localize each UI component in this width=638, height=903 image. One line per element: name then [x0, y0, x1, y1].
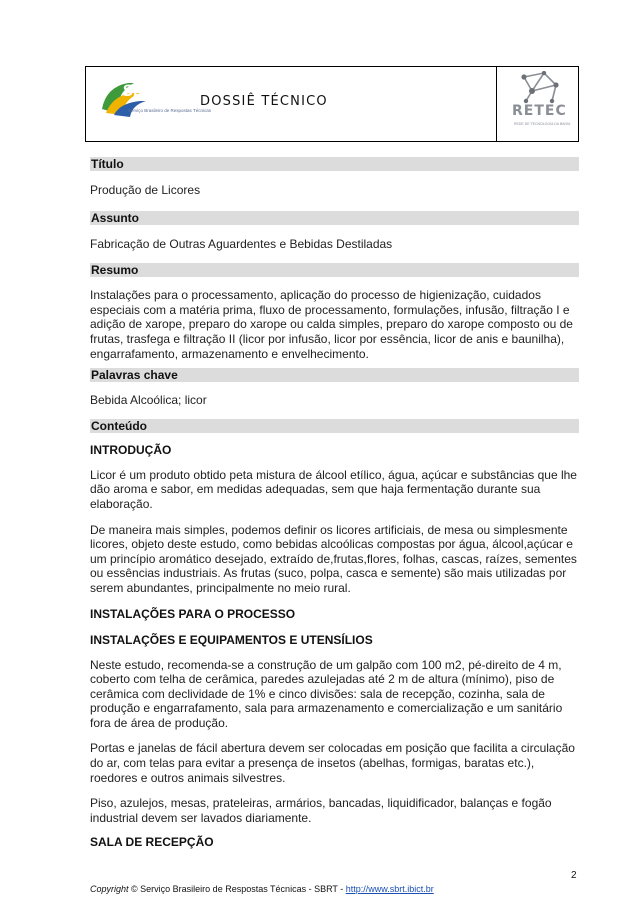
retec-logo — [504, 71, 576, 139]
heading-instalacoes: INSTALAÇÕES PARA O PROCESSO — [90, 606, 296, 621]
footer-link[interactable]: http://www.sbrt.ibict.br — [345, 884, 434, 894]
document-header — [85, 66, 579, 142]
section-label-titulo: Título — [90, 157, 579, 171]
retec-subtitle: REDE DE TECNOLOGIA DA BAHIA — [514, 122, 571, 126]
section-label-palavras: Palavras chave — [90, 368, 579, 382]
intro-paragraph-2: De maneira mais simples, podemos definir os licores artificiais, de mesa ou simplesmente licores, objeto deste estudo, como bebidas alcoólicas compostas por água, álcool,açúcar e um princípio aromático desejado, extraído de,frutas,flores, folhas, cascas, raízes, sementes ou essências industriais. As frutas (suco, polpa, casca e semente) são mais utilizadas por serem abundantes, principalmente no meio rural. — [90, 522, 577, 595]
assunto-text: Fabricação de Outras Aguardentes e Bebidas Destiladas — [90, 236, 393, 251]
heading-equipamentos: INSTALAÇÕES E EQUIPAMENTOS E UTENSÍLIOS — [90, 632, 373, 647]
titulo-text: Produção de Licores — [90, 183, 201, 197]
heading-introducao: INTRODUÇÃO — [90, 442, 172, 457]
heading-sala-recepcao: SALA DE RECEPÇÃO — [90, 835, 214, 850]
palavras-text: Bebida Alcoólica; licor — [90, 393, 207, 408]
footer — [90, 884, 434, 894]
footer-text: © Serviço Brasileiro de Respostas Técnicas - SBRT - — [128, 884, 346, 894]
header-divider — [496, 67, 497, 141]
intro-paragraph-1: Licor é um produto obtido peta mistura de álcool etílico, água, açúcar e substâncias que lhe dão aroma e sabor, em medidas adequadas, sem que haja fermentação durante sua elaboração. — [90, 467, 577, 511]
retec-network-icon — [504, 71, 576, 105]
resumo-text: Instalações para o processamento, aplicação do processo de higienização, cuidados especiais com a matéria prima, fluxo de processamento, formulações, infusão, filtração I e adição de xarope, preparo do xarope ou calda simples, preparo do xarope composto ou de frutas, trasfega e filtração II (licor por infusão, licor por essência, licor de anis e baunilha), engarrafamento, armazenamento e envelhecimento. — [90, 288, 573, 361]
section-label-conteudo: Conteúdo — [90, 419, 579, 433]
retec-brand: RETEC — [512, 103, 567, 119]
equip-paragraph-3: Piso, azulejos, mesas, prateleiras, armários, bancadas, liquidificador, balanças e fogão industrial devem ser lavados diariamente. — [90, 796, 552, 825]
equip-paragraph-2: Portas e janelas de fácil abertura devem ser colocadas em posição que facilita a circulação do ar, com telas para evitar a presença de insetos (abelhas, formigas, baratas etc.), roedores e outros animais silvestres. — [90, 741, 575, 785]
sbrt-tagline: Serviço Brasileiro de Respostas Técnicas — [128, 108, 211, 113]
section-label-resumo: Resumo — [90, 263, 579, 277]
document-body — [90, 157, 579, 849]
sbrt-brand: SBRT — [122, 81, 168, 100]
footer-copyright-word: Copyright — [90, 884, 129, 894]
section-label-assunto: Assunto — [90, 211, 579, 225]
equip-paragraph-1: Neste estudo, recomenda-se a construção de um galpão com 100 m2, pé-direito de 4 m, coberto com telha de cerâmica, paredes azulejadas até 2 m de altura (mínimo), piso de cerâmica com declividade de 1% e cinco divisões: sala de recepção, cozinha, sala de produção e engarrafamento, sala para armazenamento e comercialização e um sanitário fora de área de produção. — [90, 657, 563, 730]
page-number: 2 — [571, 870, 577, 881]
document-title: DOSSIÊ TÉCNICO — [200, 94, 328, 109]
